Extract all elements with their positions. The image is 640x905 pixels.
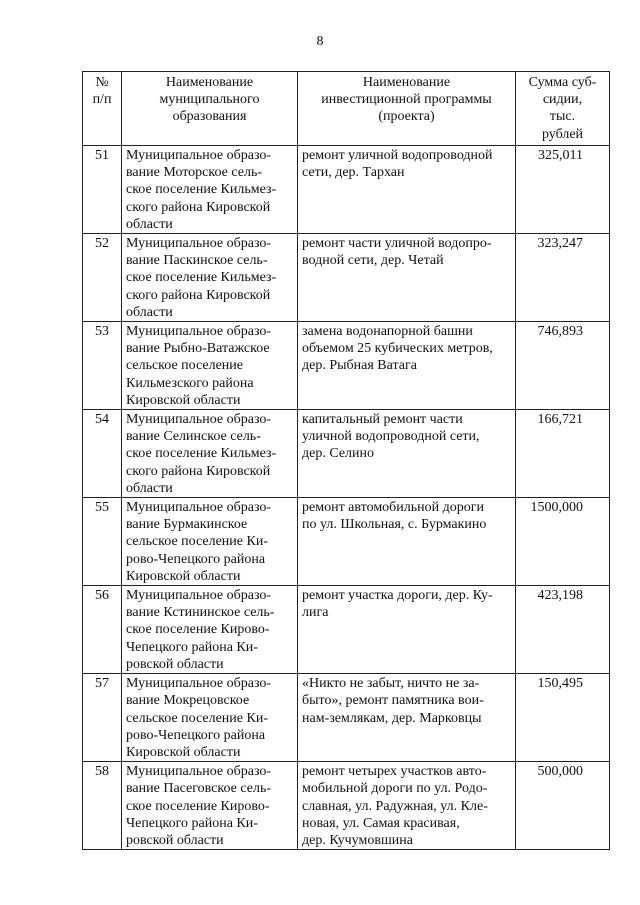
row-program: капитальный ремонт части уличной водопроводной сети, дер. Селино: [298, 410, 516, 498]
row-municipality: Муниципальное образо- вание Бурмакинское сельское поселение Ки- рово-Чепецкого района Кировской области: [122, 498, 298, 586]
table-row: [83, 322, 610, 410]
row-municipality: Муниципальное образо- вание Пасеговское сель- ское поселение Кирово- Чепецкого района Ки- ровской области: [122, 762, 298, 850]
table-row: [83, 586, 610, 674]
page-number: 8: [316, 34, 324, 49]
subsidy-table: [82, 71, 610, 850]
row-num: 51: [83, 146, 122, 234]
header-municipality: Наименование муниципального образования: [122, 72, 298, 146]
row-program: ремонт части уличной водопро- водной сети, дер. Четай: [298, 234, 516, 322]
table-header-row: [83, 72, 610, 146]
table-row: [83, 762, 610, 850]
header-num: № п/п: [83, 72, 122, 146]
row-num: 54: [83, 410, 122, 498]
row-municipality: Муниципальное образо- вание Селинское сель- ское поселение Кильмез- ского района Кировской области: [122, 410, 298, 498]
row-num: 58: [83, 762, 122, 850]
table-row: [83, 674, 610, 762]
row-num: 57: [83, 674, 122, 762]
table-row: [83, 410, 610, 498]
header-program: Наименование инвестиционной программы (проекта): [298, 72, 516, 146]
row-sum: 150,495: [516, 674, 610, 762]
row-sum: 323,247: [516, 234, 610, 322]
row-sum: 423,198: [516, 586, 610, 674]
table-row: [83, 146, 610, 234]
header-sum: Сумма суб- сидии, тыс. рублей: [516, 72, 610, 146]
row-num: 52: [83, 234, 122, 322]
row-sum: 746,893: [516, 322, 610, 410]
row-num: 56: [83, 586, 122, 674]
row-municipality: Муниципальное образо- вание Кстининское сель- ское поселение Кирово- Чепецкого района Ки- ровской области: [122, 586, 298, 674]
row-program: ремонт автомобильной дороги по ул. Школьная, с. Бурмакино: [298, 498, 516, 586]
row-program: «Никто не забыт, ничто не за- быто», ремонт памятника вои- нам-землякам, дер. Марковцы: [298, 674, 516, 762]
row-program: ремонт участка дороги, дер. Ку- лига: [298, 586, 516, 674]
row-sum: 166,721: [516, 410, 610, 498]
row-municipality: Муниципальное образо- вание Рыбно-Ватажское сельское поселение Кильмезского района Кировской области: [122, 322, 298, 410]
row-program: ремонт четырех участков авто- мобильной дороги по ул. Родо- славная, ул. Радужная, ул. Кле- новая, ул. Самая красивая, дер. Кучумовшина: [298, 762, 516, 850]
row-municipality: Муниципальное образо- вание Мокрецовское сельское поселение Ки- рово-Чепецкого района Кировской области: [122, 674, 298, 762]
row-sum: 1500,000: [516, 498, 610, 586]
row-municipality: Муниципальное образо- вание Паскинское сель- ское поселение Кильмез- ского района Кировской области: [122, 234, 298, 322]
row-num: 55: [83, 498, 122, 586]
row-sum: 325,011: [516, 146, 610, 234]
row-program: замена водонапорной башни объемом 25 кубических метров, дер. Рыбная Ватага: [298, 322, 516, 410]
row-num: 53: [83, 322, 122, 410]
table-row: [83, 234, 610, 322]
table-row: [83, 498, 610, 586]
row-sum: 500,000: [516, 762, 610, 850]
row-municipality: Муниципальное образо- вание Моторское сель- ское поселение Кильмез- ского района Кировской области: [122, 146, 298, 234]
row-program: ремонт уличной водопроводной сети, дер. Тархан: [298, 146, 516, 234]
